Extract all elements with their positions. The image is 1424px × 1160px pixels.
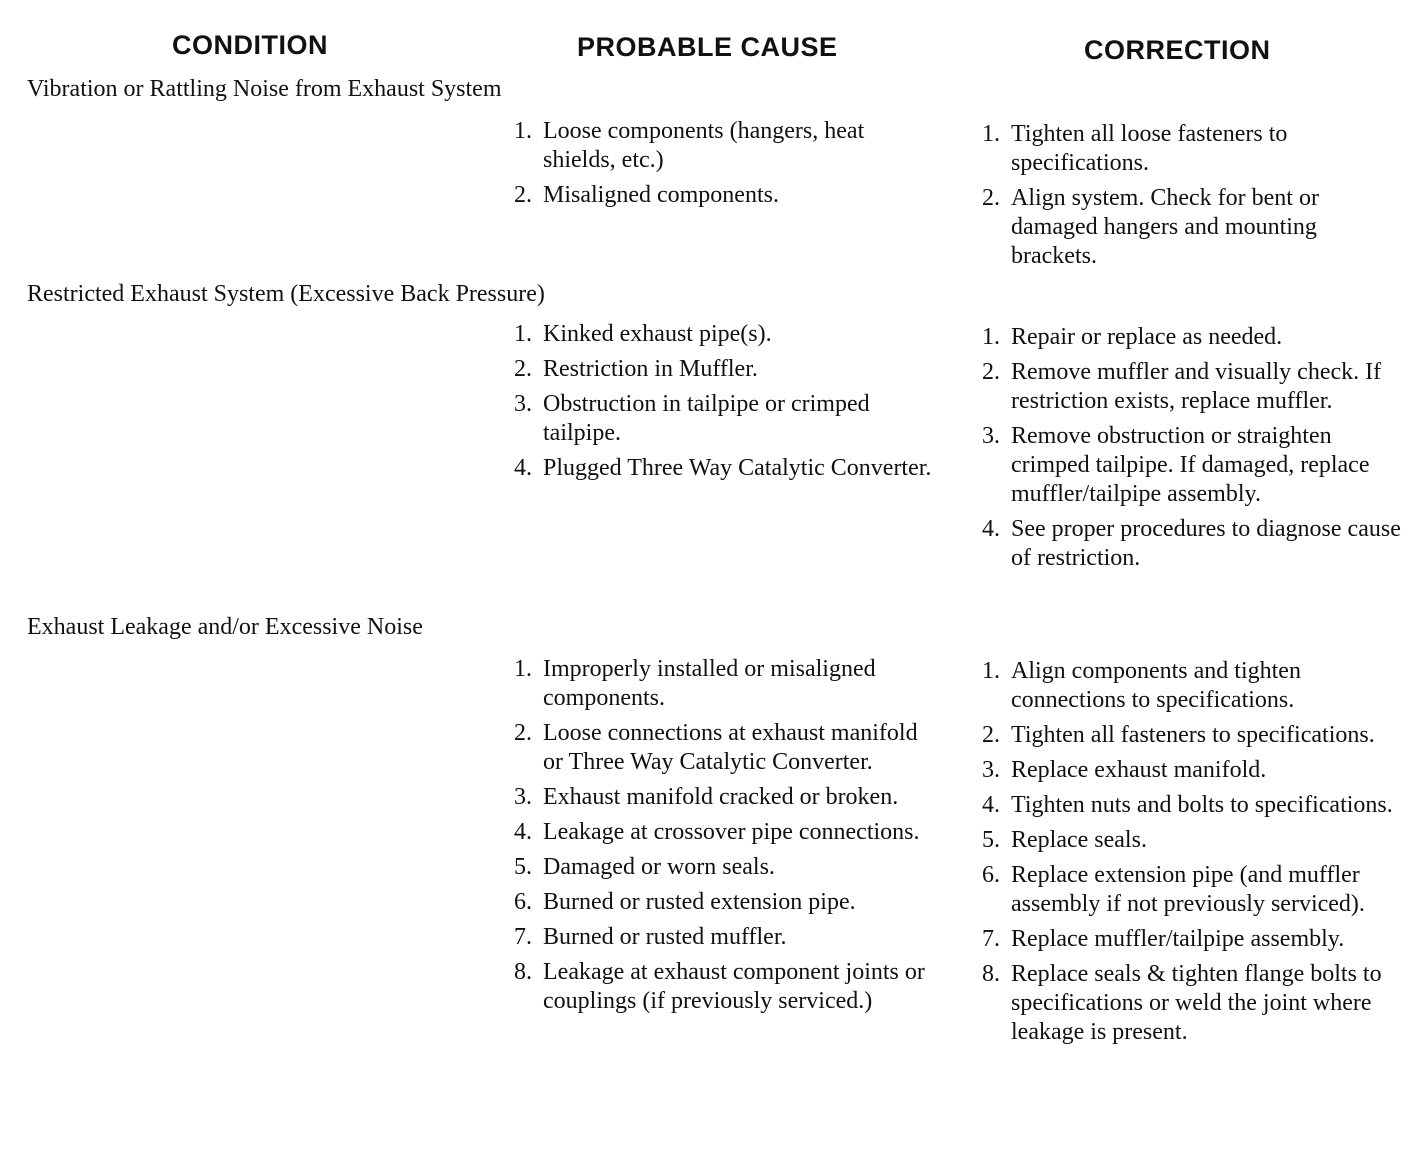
correction-item: 4. Tighten nuts and bolts to specifications. [982,792,1393,818]
column-header-condition: CONDITION [172,30,328,60]
correction-item: 2. Align system. Check for bent or damaged hangers and mounting brackets. [982,185,1319,269]
cause-item: 2. Misaligned components. [514,182,779,208]
correction-item: 3. Remove obstruction or straighten crimped tailpipe. If damaged, replace muffler/tailpipe assembly. [982,423,1370,507]
cause-item: 2. Restriction in Muffler. [514,356,758,382]
corrections-list-leakage [982,657,1402,1053]
correction-item: 7. Replace muffler/tailpipe assembly. [982,926,1345,952]
causes-list-leakage [514,655,939,1022]
correction-item: 1. Repair or replace as needed. [982,324,1283,350]
cause-item: 3. Exhaust manifold cracked or broken. [514,784,899,810]
cause-item: 5. Damaged or worn seals. [514,854,775,880]
cause-item: 1. Kinked exhaust pipe(s). [514,321,772,347]
cause-item: 2. Loose connections at exhaust manifold or Three Way Catalytic Converter. [514,720,918,775]
condition-vibration: Vibration or Rattling Noise from Exhaust System [27,76,502,102]
cause-item: 1. Improperly installed or misaligned components. [514,656,876,711]
correction-item: 5. Replace seals. [982,827,1147,853]
corrections-list-vibration [982,120,1402,277]
correction-item: 1. Tighten all loose fasteners to specifications. [982,121,1288,176]
cause-item: 6. Burned or rusted extension pipe. [514,889,856,915]
cause-item: 4. Plugged Three Way Catalytic Converter. [514,455,932,481]
correction-item: 8. Replace seals & tighten flange bolts to specifications or weld the joint where leakage is present. [982,961,1382,1045]
cause-item: 4. Leakage at crossover pipe connections. [514,819,920,845]
column-header-probable-cause: PROBABLE CAUSE [577,32,838,62]
cause-item: 7. Burned or rusted muffler. [514,924,787,950]
condition-exhaust-leakage: Exhaust Leakage and/or Excessive Noise [27,614,423,640]
causes-list-vibration [514,117,939,216]
correction-item: 6. Replace extension pipe (and muffler assembly if not previously serviced). [982,862,1365,917]
correction-item: 2. Tighten all fasteners to specifications. [982,722,1375,748]
correction-item: 2. Remove muffler and visually check. If restriction exists, replace muffler. [982,359,1382,414]
cause-item: 3. Obstruction in tailpipe or crimped tailpipe. [514,391,870,446]
column-header-correction: CORRECTION [1084,35,1271,65]
correction-item: 1. Align components and tighten connections to specifications. [982,658,1301,713]
causes-list-restricted [514,320,939,489]
condition-restricted-exhaust: Restricted Exhaust System (Excessive Back Pressure) [27,281,545,307]
cause-item: 1. Loose components (hangers, heat shields, etc.) [514,118,865,173]
cause-item: 8. Leakage at exhaust component joints or couplings (if previously serviced.) [514,959,925,1014]
correction-item: 4. See proper procedures to diagnose cause of restriction. [982,516,1401,571]
corrections-list-restricted [982,323,1402,579]
correction-item: 3. Replace exhaust manifold. [982,757,1267,783]
